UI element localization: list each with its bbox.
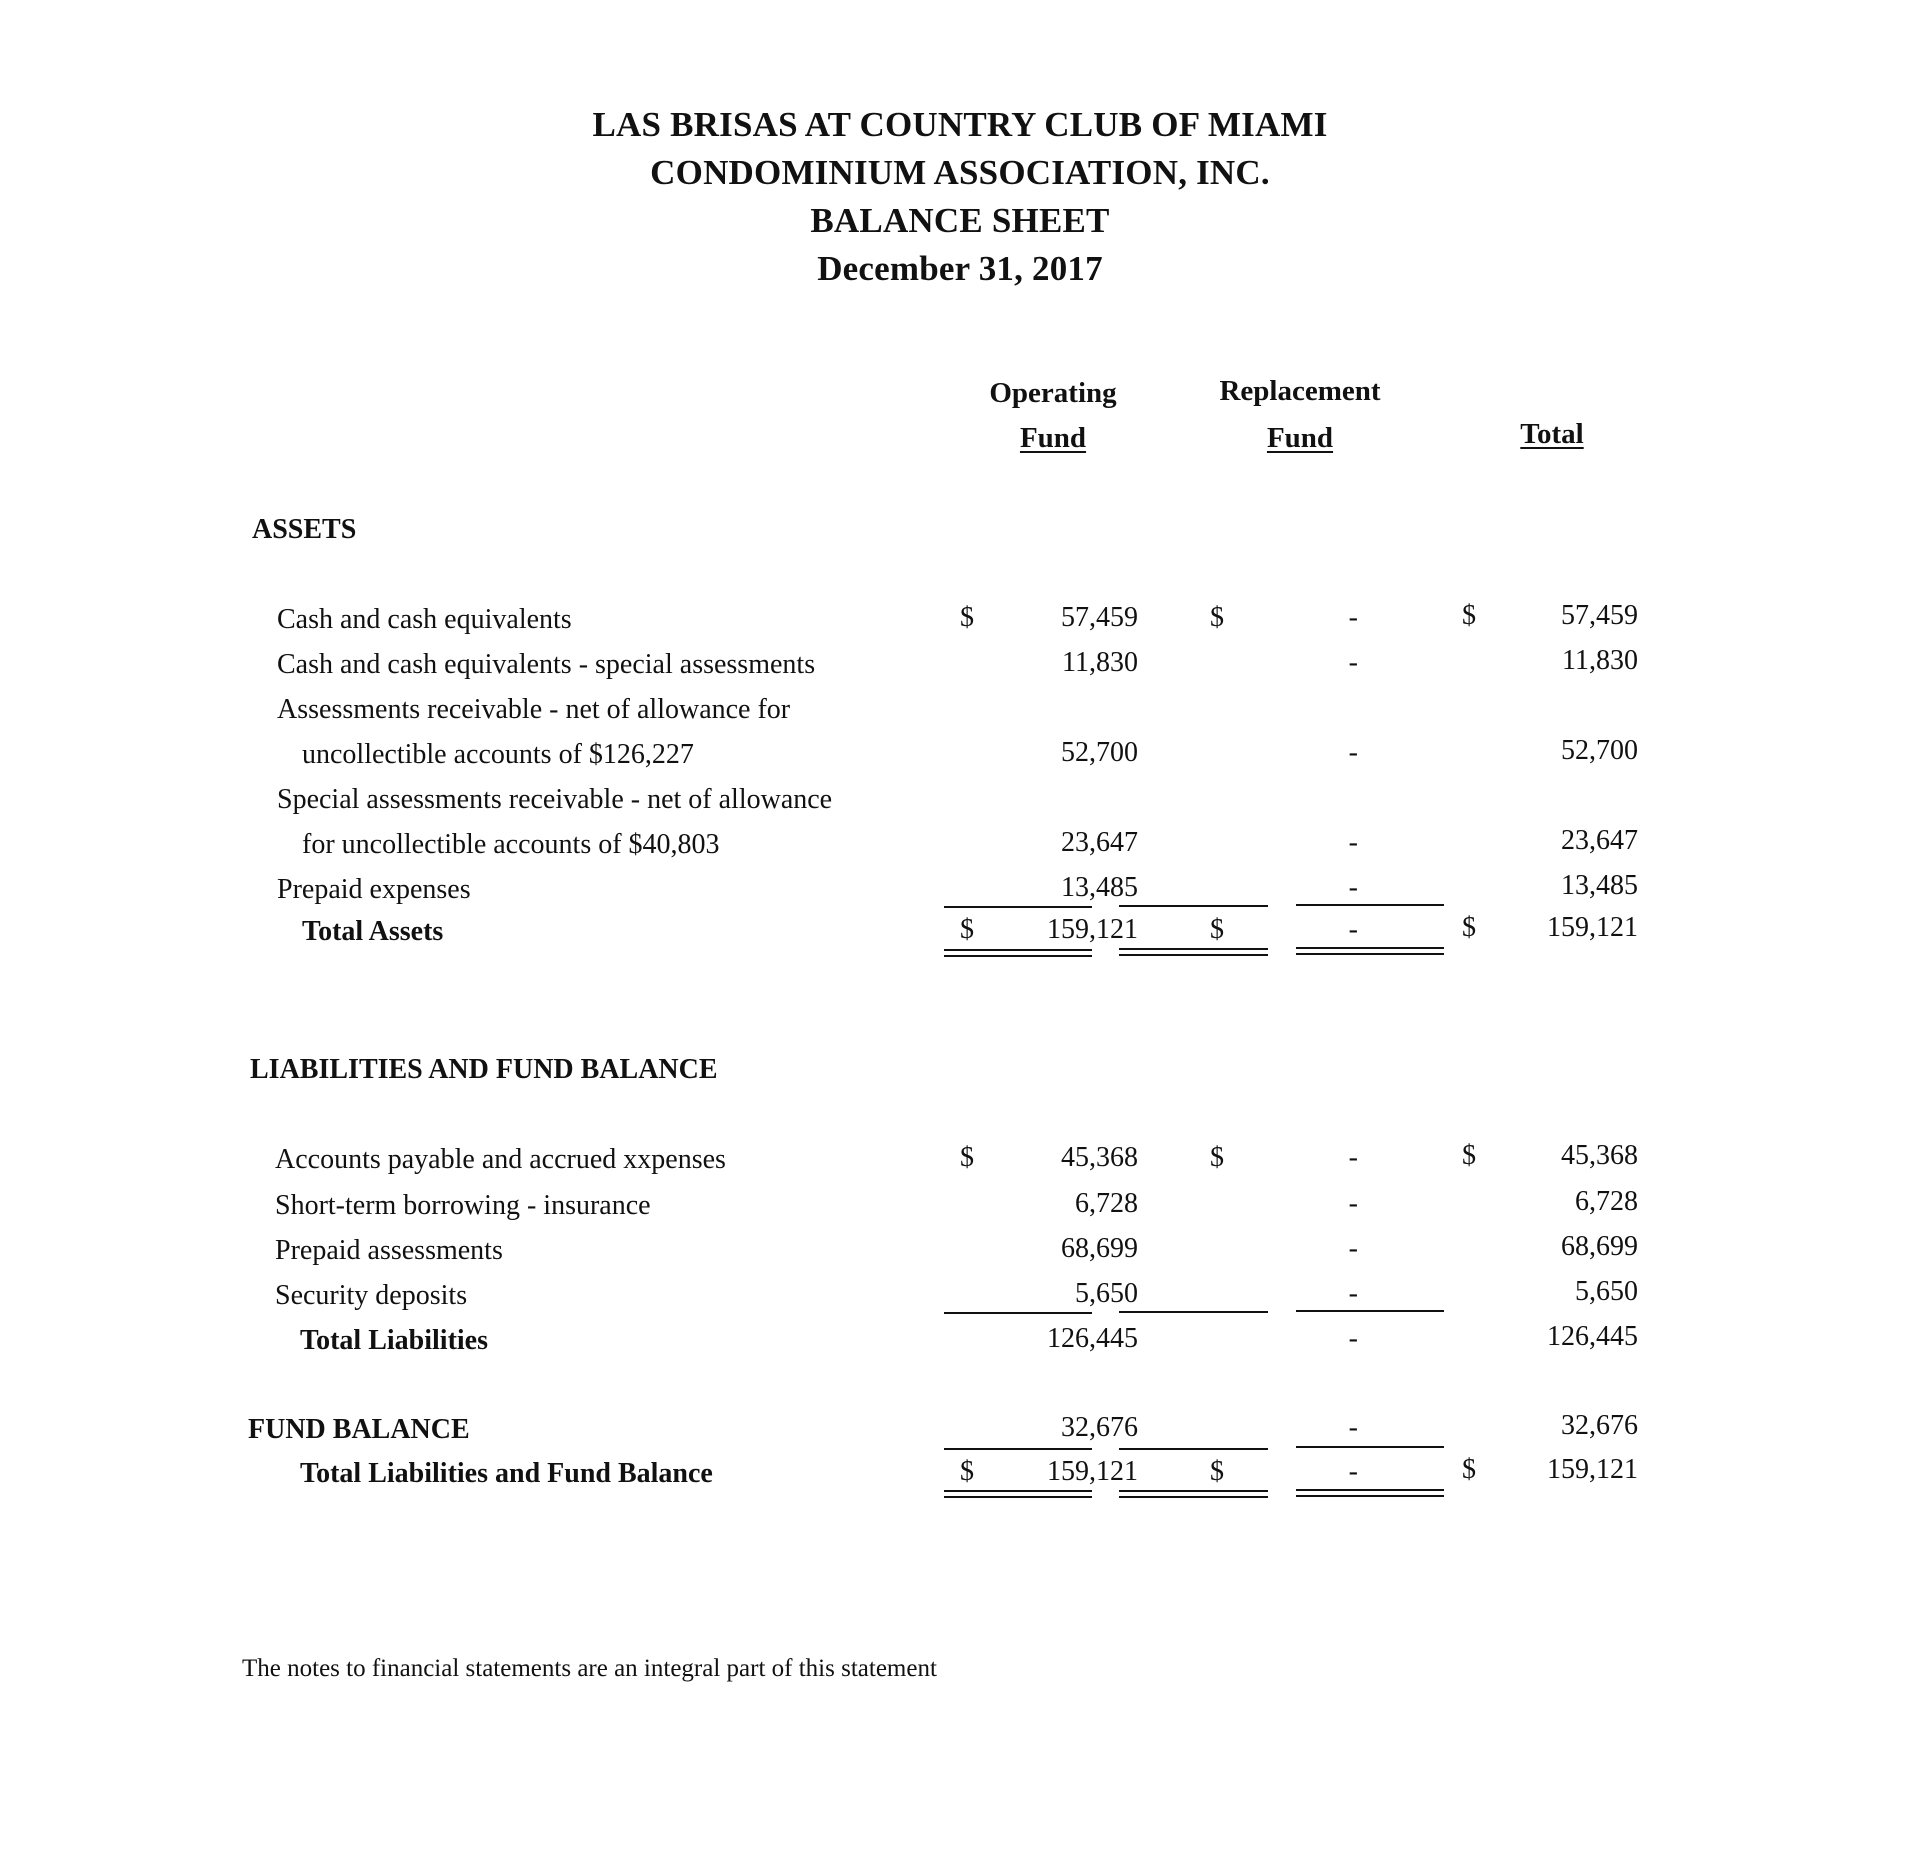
assets-heading: ASSETS: [252, 514, 357, 545]
fund-balance-replacement: -: [1348, 1412, 1358, 1443]
asset-operating-value: 11,830: [1062, 647, 1138, 678]
liability-label: Short-term borrowing - insurance: [275, 1190, 651, 1221]
double-rule: [1119, 948, 1268, 956]
grand-total-replacement: -: [1348, 1456, 1358, 1487]
liability-total-value: 6,728: [1575, 1186, 1638, 1217]
asset-replacement-value: -: [1348, 602, 1358, 633]
total-liabilities-label: Total Liabilities: [300, 1325, 489, 1356]
liability-total-value: 45,368: [1561, 1140, 1638, 1171]
liability-replacement-value: -: [1348, 1188, 1358, 1219]
dollar-sign: $: [1462, 600, 1476, 631]
asset-operating-value: 13,485: [1061, 872, 1138, 903]
dollar-sign: $: [1462, 912, 1476, 943]
asset-total-value: 52,700: [1561, 735, 1638, 766]
fund-balance-total: 32,676: [1561, 1410, 1638, 1441]
total-liabilities-replacement: -: [1348, 1323, 1358, 1354]
col-replacement-top: Replacement: [1219, 375, 1381, 407]
liability-operating-value: 68,699: [1061, 1233, 1138, 1264]
asset-operating-value: 23,647: [1061, 827, 1138, 858]
asset-label: Special assessments receivable - net of allowance: [277, 784, 833, 815]
statement-date: December 31, 2017: [817, 249, 1103, 288]
liability-total-value: 68,699: [1561, 1231, 1638, 1262]
asset-label-continued: uncollectible accounts of $126,227: [302, 739, 694, 770]
subtotal-rule: [1296, 1446, 1444, 1448]
dollar-sign: $: [1210, 602, 1224, 633]
total-assets-label: Total Assets: [302, 916, 444, 947]
asset-total-value: 13,485: [1561, 870, 1638, 901]
liability-label: Security deposits: [275, 1280, 468, 1311]
liability-replacement-value: -: [1348, 1142, 1358, 1173]
grand-total-operating: 159,121: [1047, 1456, 1138, 1487]
asset-total-value: 57,459: [1561, 600, 1638, 631]
liability-label: Prepaid assessments: [275, 1235, 503, 1266]
dollar-sign: $: [1462, 1454, 1476, 1485]
statement-title: BALANCE SHEET: [810, 201, 1110, 240]
total-liabilities-fund-balance-label: Total Liabilities and Fund Balance: [300, 1458, 713, 1489]
liability-replacement-value: -: [1348, 1278, 1358, 1309]
asset-label: Cash and cash equivalents: [277, 604, 572, 635]
subtotal-rule: [944, 906, 1092, 908]
subtotal-rule: [944, 1312, 1092, 1314]
asset-total-value: 23,647: [1561, 825, 1638, 856]
asset-label: Prepaid expenses: [277, 874, 471, 905]
col-operating-bottom-text: Fund: [1019, 422, 1087, 454]
liability-total-value: 5,650: [1575, 1276, 1638, 1307]
total-assets-total: 159,121: [1547, 912, 1638, 943]
dollar-sign: $: [1462, 1140, 1476, 1171]
double-rule: [944, 949, 1092, 957]
asset-replacement-value: -: [1348, 872, 1358, 903]
fund-balance-operating: 32,676: [1061, 1412, 1138, 1443]
double-rule: [944, 1490, 1092, 1498]
fund-balance-heading: FUND BALANCE: [248, 1414, 470, 1445]
asset-label: Assessments receivable - net of allowance for: [277, 694, 791, 725]
subtotal-rule: [1119, 905, 1268, 907]
total-liabilities-operating: 126,445: [1047, 1323, 1138, 1354]
asset-replacement-value: -: [1348, 827, 1358, 858]
liability-operating-value: 5,650: [1075, 1278, 1138, 1309]
col-total: [1452, 418, 1652, 451]
dollar-sign: $: [1210, 914, 1224, 945]
asset-replacement-value: -: [1348, 737, 1358, 768]
dollar-sign: $: [960, 914, 974, 945]
col-operating-top: Operating: [989, 377, 1117, 409]
asset-replacement-value: -: [1348, 647, 1358, 678]
dollar-sign: $: [960, 1456, 974, 1487]
entity-name-line-1: LAS BRISAS AT COUNTRY CLUB OF MIAMI: [592, 105, 1328, 144]
liability-label: Accounts payable and accrued xxpenses: [275, 1144, 726, 1175]
liabilities-heading: LIABILITIES AND FUND BALANCE: [250, 1054, 718, 1085]
liability-operating-value: 45,368: [1061, 1142, 1138, 1173]
asset-label-continued: for uncollectible accounts of $40,803: [302, 829, 720, 860]
grand-total-total: 159,121: [1547, 1454, 1638, 1485]
subtotal-rule: [944, 1448, 1092, 1450]
dollar-sign: $: [960, 602, 974, 633]
liability-replacement-value: -: [1348, 1233, 1358, 1264]
col-replacement-bottom: [1200, 422, 1400, 455]
total-assets-replacement: -: [1348, 914, 1358, 945]
double-rule: [1296, 947, 1444, 955]
asset-total-value: 11,830: [1562, 645, 1638, 676]
footer-note: The notes to financial statements are an integral part of this statement: [242, 1655, 937, 1682]
total-liabilities-total: 126,445: [1547, 1321, 1638, 1352]
asset-operating-value: 52,700: [1061, 737, 1138, 768]
subtotal-rule: [1296, 904, 1444, 906]
subtotal-rule: [1119, 1448, 1268, 1450]
col-total-text: Total: [1520, 418, 1584, 450]
dollar-sign: $: [1210, 1456, 1224, 1487]
entity-name-line-2: CONDOMINIUM ASSOCIATION, INC.: [650, 153, 1270, 192]
dollar-sign: $: [1210, 1142, 1224, 1173]
double-rule: [1119, 1490, 1268, 1498]
col-replacement-bottom-text: Fund: [1266, 422, 1334, 454]
liability-operating-value: 6,728: [1075, 1188, 1138, 1219]
col-operating-bottom: [953, 422, 1153, 455]
dollar-sign: $: [960, 1142, 974, 1173]
double-rule: [1296, 1489, 1444, 1497]
subtotal-rule: [1119, 1311, 1268, 1313]
asset-label: Cash and cash equivalents - special assessments: [277, 649, 816, 680]
total-assets-operating: 159,121: [1047, 914, 1138, 945]
subtotal-rule: [1296, 1310, 1444, 1312]
asset-operating-value: 57,459: [1061, 602, 1138, 633]
